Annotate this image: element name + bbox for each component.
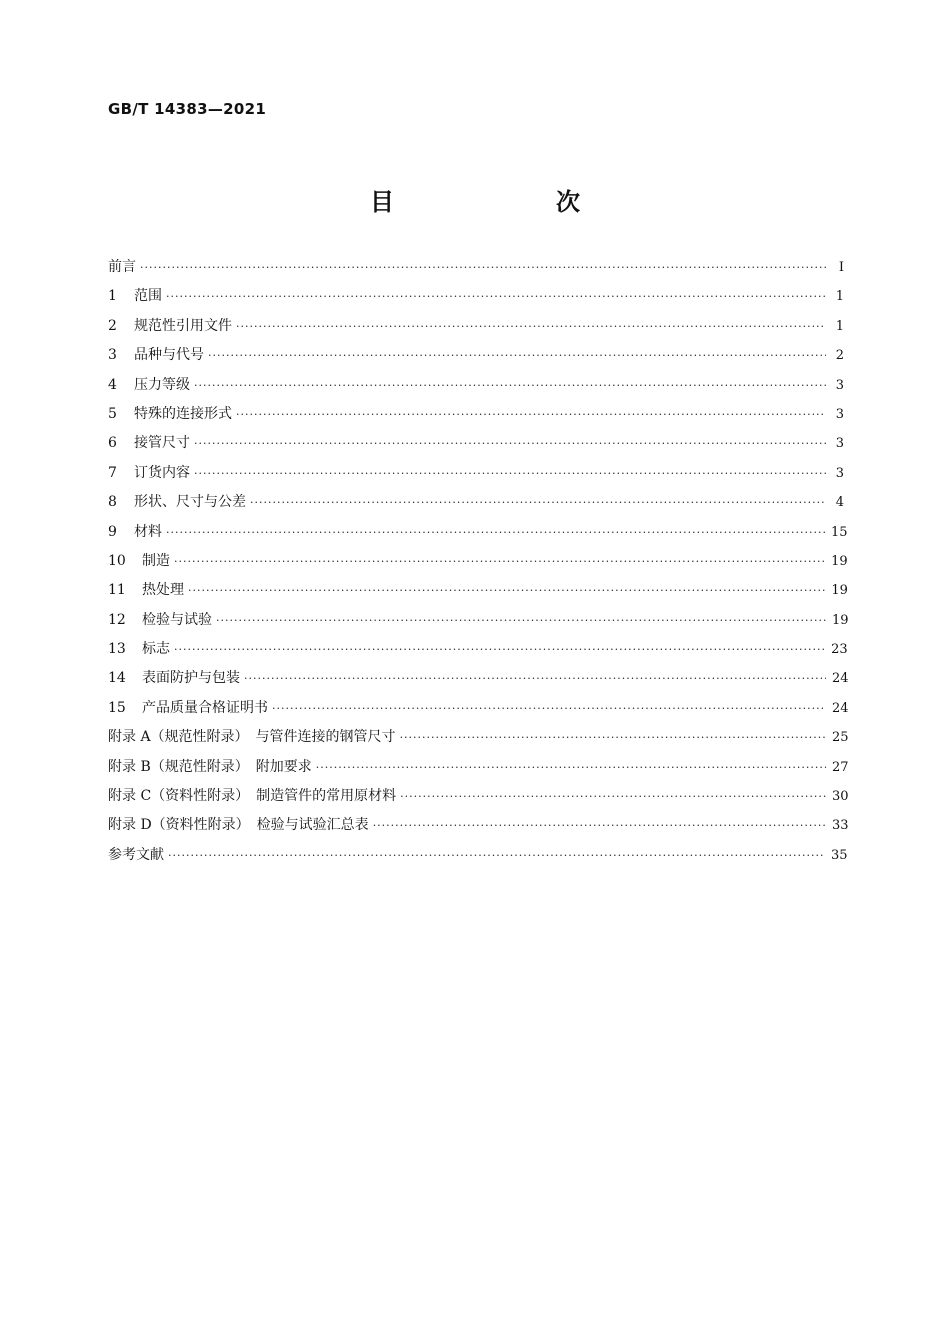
toc-leader	[373, 819, 826, 832]
toc-entry-page: 3	[835, 377, 844, 393]
toc-entry-label: 标志	[142, 641, 170, 658]
toc-leader	[272, 702, 826, 715]
toc-entry-6[interactable]	[108, 432, 844, 461]
toc-entry-number: 1	[108, 288, 117, 305]
toc-entry-appendix-c[interactable]	[108, 785, 849, 814]
toc-entry-page: 23	[831, 642, 848, 658]
toc-leader	[194, 467, 826, 480]
toc-entry-label: 参考文献	[108, 846, 164, 863]
toc-entry-13[interactable]	[108, 638, 848, 667]
toc-entry-9[interactable]	[108, 521, 848, 550]
toc-entry-4[interactable]	[108, 374, 844, 403]
toc-leader	[244, 672, 826, 685]
toc-entry-number: 9	[108, 523, 117, 540]
toc-entry-number: 12	[108, 611, 126, 628]
toc-leader	[188, 584, 825, 597]
toc-entry-number: 13	[108, 641, 126, 658]
toc-entry-label: 压力等级	[134, 376, 190, 393]
toc-leader	[236, 408, 826, 421]
toc-entry-label: 范围	[134, 288, 162, 305]
toc-leader	[236, 320, 826, 333]
toc-leader	[166, 526, 825, 539]
toc-entry-5[interactable]	[108, 403, 844, 432]
standard-code: GB/T 14383—2021	[108, 100, 267, 118]
toc-leader	[174, 555, 825, 568]
toc-entry-label: 材料	[134, 523, 162, 540]
toc-entry-label: 特殊的连接形式	[134, 405, 232, 422]
toc-leader	[166, 290, 826, 303]
toc-entry-page: 33	[832, 818, 849, 834]
toc-entry-page: 1	[835, 289, 844, 305]
toc-entry-page: 30	[832, 789, 849, 805]
toc-leader	[168, 849, 825, 862]
toc-entry-11[interactable]	[108, 579, 848, 608]
toc-entry-1[interactable]	[108, 285, 844, 314]
toc-entry-page: 3	[835, 406, 844, 422]
toc-entry-label: 前言	[108, 259, 136, 275]
toc-entry-appendix-d[interactable]	[108, 814, 849, 843]
toc-entry-label: 表面防护与包装	[142, 670, 240, 687]
toc-leader	[400, 731, 826, 744]
toc-entry-number: 10	[108, 552, 126, 569]
toc-entry-label: 接管尺寸	[134, 435, 190, 452]
page-title: 目 次	[370, 188, 618, 216]
toc-leader	[194, 379, 826, 392]
toc-entry-number: 6	[108, 435, 117, 452]
toc-leader	[208, 349, 826, 362]
toc-entry-7[interactable]	[108, 462, 844, 491]
toc-entry-number: 8	[108, 494, 117, 511]
toc-entry-page: 2	[835, 348, 844, 364]
toc-entry-bibliography[interactable]	[108, 844, 848, 873]
toc-entry-label: 附录 A（规范性附录） 与管件连接的钢管尺寸	[108, 729, 396, 746]
toc-entry-10[interactable]	[108, 550, 848, 579]
toc-entry-page: 4	[835, 495, 844, 511]
toc-leader	[400, 790, 826, 803]
toc-entry-page: 3	[835, 436, 844, 452]
toc-entry-number: 14	[108, 670, 126, 687]
toc-leader	[174, 643, 825, 656]
toc-entry-page: 19	[831, 583, 848, 599]
toc-entry-page: 24	[832, 700, 849, 716]
toc-entry-2[interactable]	[108, 315, 844, 344]
toc-entry-8[interactable]	[108, 491, 844, 520]
toc-entry-page: Ⅰ	[838, 260, 844, 275]
toc-entry-page: 19	[831, 553, 848, 569]
toc-entry-label: 附录 C（资料性附录） 制造管件的常用原材料	[108, 788, 397, 805]
toc-entry-appendix-b[interactable]	[108, 756, 849, 785]
toc-entry-number: 15	[108, 699, 126, 716]
toc-entry-label: 附录 D（资料性附录） 检验与试验汇总表	[108, 817, 369, 834]
toc-entry-label: 附录 B（规范性附录） 附加要求	[108, 758, 312, 775]
toc-entry-label: 检验与试验	[142, 611, 212, 628]
toc-leader	[140, 261, 826, 274]
toc-leader	[250, 496, 826, 509]
toc-entry-label: 制造	[142, 552, 170, 569]
toc-entry-label: 热处理	[142, 582, 184, 599]
toc-entry-page: 19	[831, 612, 849, 628]
toc-entry-12[interactable]	[108, 609, 849, 638]
toc-entry-number: 4	[108, 376, 117, 393]
toc-entry-appendix-a[interactable]	[108, 726, 849, 755]
toc-entry-page: 15	[830, 524, 848, 540]
toc-entry-number: 11	[108, 582, 126, 599]
toc-entry-number: 7	[108, 464, 117, 481]
toc-entry-page: 27	[832, 759, 849, 775]
toc-entry-3[interactable]	[108, 344, 844, 373]
toc-entry-number: 2	[108, 317, 117, 334]
toc-entry-label: 品种与代号	[134, 347, 204, 364]
toc-entry-number: 3	[108, 347, 117, 364]
toc-entry-label: 订货内容	[134, 464, 190, 481]
toc-entry-page: 24	[832, 671, 849, 687]
table-of-contents	[108, 256, 849, 873]
toc-entry-number: 5	[108, 405, 117, 422]
toc-entry-page: 3	[835, 465, 844, 481]
toc-entry-label: 产品质量合格证明书	[142, 699, 268, 716]
toc-entry-page: 1	[835, 318, 844, 334]
toc-entry-page: 25	[832, 730, 849, 746]
toc-leader	[194, 437, 826, 450]
toc-leader	[216, 614, 826, 627]
toc-entry-label: 规范性引用文件	[134, 317, 232, 334]
toc-entry-label: 形状、尺寸与公差	[134, 494, 246, 511]
toc-entry-foreword[interactable]	[108, 256, 844, 285]
toc-leader	[316, 761, 826, 774]
toc-entry-14[interactable]	[108, 667, 849, 696]
toc-entry-page: 35	[831, 847, 848, 863]
toc-entry-15[interactable]	[108, 697, 849, 726]
